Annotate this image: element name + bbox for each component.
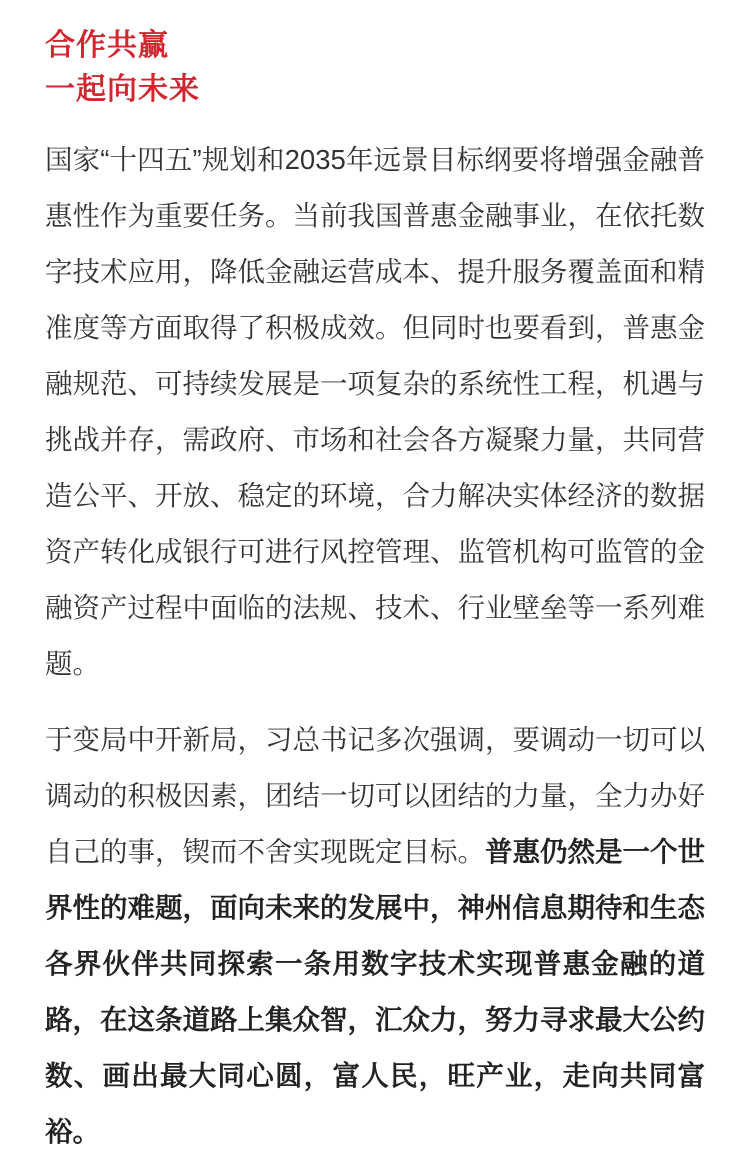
heading-line-1: 合作共赢: [45, 29, 169, 62]
paragraph-national-plan: 国家“十四五”规划和2035年远景目标纲要将增强金融普惠性作为重要任务。当前我国普惠金融事业，在依托数字技术应用，降低金融运营成本、提升服务覆盖面和精准度等方面取得了积极成效。但同时也要看到，普惠金融规范、可持续发展是一项复杂的系统性工程，机遇与挑战并存，需政府、市场和社会各方凝聚力量，共同营造公平、开放、稳定的环境，合力解决实体经济的数据资产转化成银行可进行风控管理、监管机构可监管的金融资产过程中面临的法规、技术、行业壁垒等一系列难题。: [45, 144, 705, 679]
paragraph-future-outlook-bold-text: 普惠仍然是一个世界性的难题，面向未来的发展中，神州信息期待和生态各界伙伴共同探索一条用数字技术实现普惠金融的道路，在这条道路上集众智，汇众力，努力寻求最大公约数、画出最大同心圆，富人民，旺产业，走向共同富裕。: [45, 836, 705, 1147]
paragraph-future-outlook-normal-text: 于变局中开新局，习总书记多次强调，要调动一切可以调动的积极因素，团结一切可以团结的力量，全力办好自己的事，锲而不舍实现既定目标。: [45, 724, 705, 867]
heading-line-2: 一起向未来: [45, 73, 200, 106]
article-heading: [45, 24, 705, 112]
paragraph-future-outlook: [45, 712, 705, 1160]
